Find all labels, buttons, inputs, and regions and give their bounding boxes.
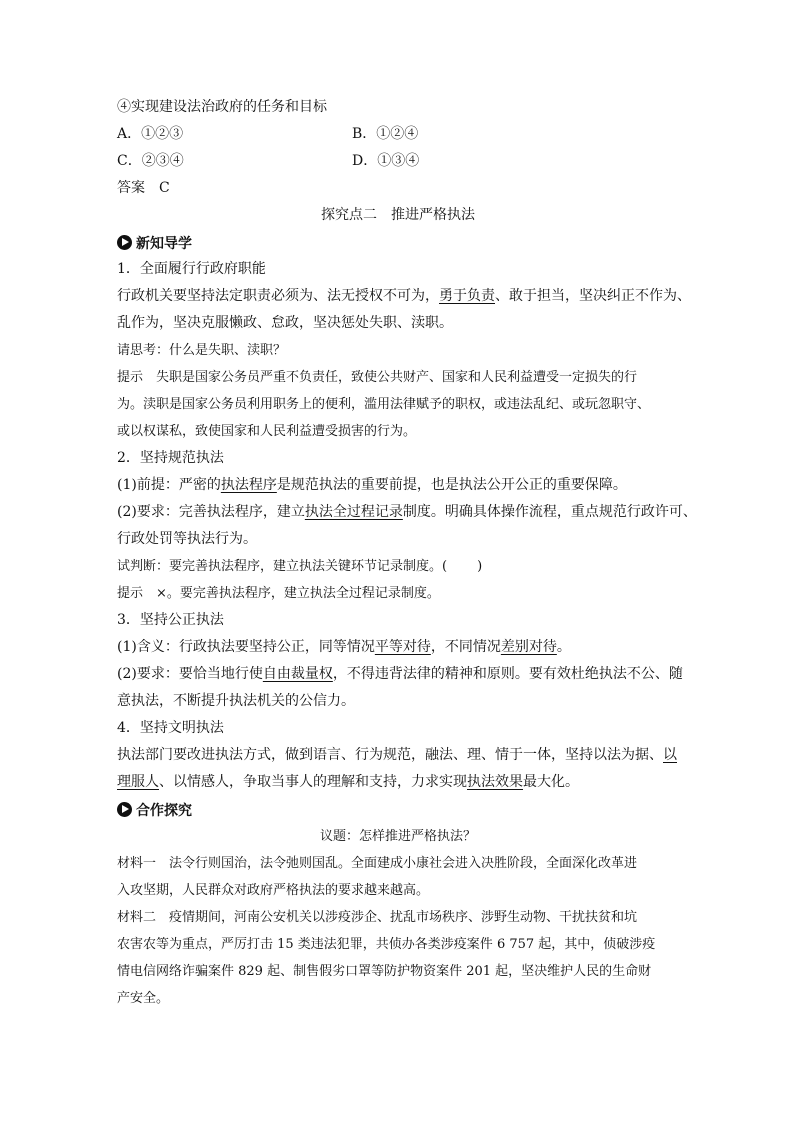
option-b: B．①②④ (352, 126, 419, 142)
text-span: 、敢于担当，坚决纠正不作为、 (495, 288, 691, 304)
play-circle-icon (117, 802, 132, 817)
text-span: 制度。明确具体操作流程，重点规范行政许可、 (402, 504, 697, 520)
underlined-term: 以 (663, 747, 677, 763)
xinzhi-heading (117, 229, 679, 256)
paragraph-4-line-2 (117, 769, 679, 796)
options-row-ab (117, 121, 679, 148)
option-item-4: ④实现建设法治政府的任务和目标 (117, 99, 327, 115)
material-1-line-2: 入攻坚期，人民群众对政府严格执法的要求越来越高。 (117, 883, 430, 898)
paragraph-3-line-2 (117, 661, 683, 688)
judge-question (117, 553, 679, 580)
underlined-term: 自由裁量权 (262, 666, 333, 682)
underlined-term: 勇于负责 (439, 288, 495, 304)
subheading-1: 1．全面履行行政府职能 (117, 261, 266, 277)
document-page (117, 94, 697, 1012)
option-a: A．①②③ (117, 126, 184, 142)
text-span: 试判断：要完善执法程序，建立执法关键环节记录制度。( (117, 559, 448, 574)
text-span: ) (477, 559, 483, 574)
material-2-line-3: 情电信网络诈骗案件 829 起、制售假劣口罩等防护物资案件 201 起，坚决维护人民的生命财 (117, 964, 652, 979)
hezuo-heading (117, 796, 679, 823)
paragraph-2-line-3: 行政处罚等执法行为。 (117, 531, 257, 547)
text-span: 执法部门要改进执法方式，做到语言、行为规范，融法、理、情于一体，坚持以法为据、 (117, 747, 663, 763)
paragraph-1-line-2: 乱作为，坚决克服懒政、怠政，坚决惩处失职、渎职。 (117, 315, 453, 331)
text-span: 是规范执法的重要前提，也是执法公开公正的重要保障。 (276, 477, 627, 493)
question-1: 请思考：什么是失职、渎职？ (117, 343, 287, 358)
material-1-line-1: 材料一 法令行则国治，法令弛则国乱。全面建成小康社会进入决胜阶段，全面深化改革进 (117, 856, 638, 871)
underlined-term: 差别对待 (500, 639, 557, 655)
paragraph-2-line-2 (117, 499, 697, 526)
subheading-2: 2．坚持规范执法 (117, 450, 224, 466)
text-span: (2)要求：要恰当地行使 (117, 666, 263, 682)
text-span: (1)含义：行政执法要坚持公正，同等情况 (117, 639, 375, 655)
underlined-term: 执法全过程记录 (304, 504, 403, 520)
tip-2: 提示 ×。要完善执法程序，建立执法全过程记录制度。 (117, 586, 440, 601)
hezuo-heading-label: 合作探究 (136, 802, 192, 819)
underlined-term: 平等对待 (374, 639, 431, 655)
underlined-term: 理服人 (117, 774, 159, 790)
text-span: ，不同情况 (430, 639, 501, 655)
play-circle-icon (117, 235, 132, 250)
tip-1-line-2: 为。渎职是国家公务员利用职务上的便利，滥用法律赋予的职权，或违法乱纪、或玩忽职守、 (117, 397, 651, 412)
underlined-term: 执法程序 (220, 477, 277, 493)
section-title: 探究点二 推进严格执法 (321, 207, 475, 223)
subheading-4: 4．坚持文明执法 (117, 720, 224, 736)
option-d: D．①③④ (352, 153, 420, 169)
material-2-line-1: 材料二 疫情期间，河南公安机关以涉疫涉企、扰乱市场秩序、涉野生动物、干扰扶贫和坑 (117, 910, 638, 925)
text-span: (1)前提：严密的 (117, 477, 221, 493)
paragraph-4-line-1 (117, 742, 679, 769)
paragraph-2-line-1 (117, 472, 679, 499)
text-span: 。 (556, 639, 571, 655)
tip-1-line-3: 或以权谋私，致使国家和人民利益遭受损害的行为。 (117, 424, 417, 439)
paragraph-1-line-1 (117, 283, 691, 310)
answer: 答案 C (117, 180, 170, 196)
xinzhi-heading-label: 新知导学 (136, 235, 192, 252)
tip-1-line-1: 提示 失职是国家公务员严重不负责任，致使公共财产、国家和人民利益遭受一定损失的行 (117, 370, 638, 385)
option-c: C．②③④ (117, 153, 184, 169)
options-row-cd (117, 148, 679, 175)
material-2-line-4: 产安全。 (117, 991, 170, 1006)
topic-title: 议题：怎样推进严格执法？ (319, 829, 476, 844)
text-span: 行政机关要坚持法定职责必须为、法无授权不可为， (117, 288, 439, 304)
text-span: 最大化。 (523, 774, 579, 790)
text-span: (2)要求：完善执法程序，建立 (117, 504, 305, 520)
paragraph-3-line-1 (117, 634, 679, 661)
material-2-line-2: 农害农等为重点，严厉打击 15 类违法犯罪，共侦办各类涉疫案件 6 757 起，其中，侦破涉疫 (117, 937, 656, 952)
subheading-3: 3．坚持公正执法 (117, 612, 224, 628)
paragraph-3-line-3: 意执法，不断提升执法机关的公信力。 (117, 693, 355, 709)
underlined-term: 执法效果 (467, 774, 523, 790)
text-span: ，不得违背法律的精神和原则。要有效杜绝执法不公、随 (332, 666, 683, 682)
text-span: 、以情感人，争取当事人的理解和支持，力求实现 (159, 774, 467, 790)
